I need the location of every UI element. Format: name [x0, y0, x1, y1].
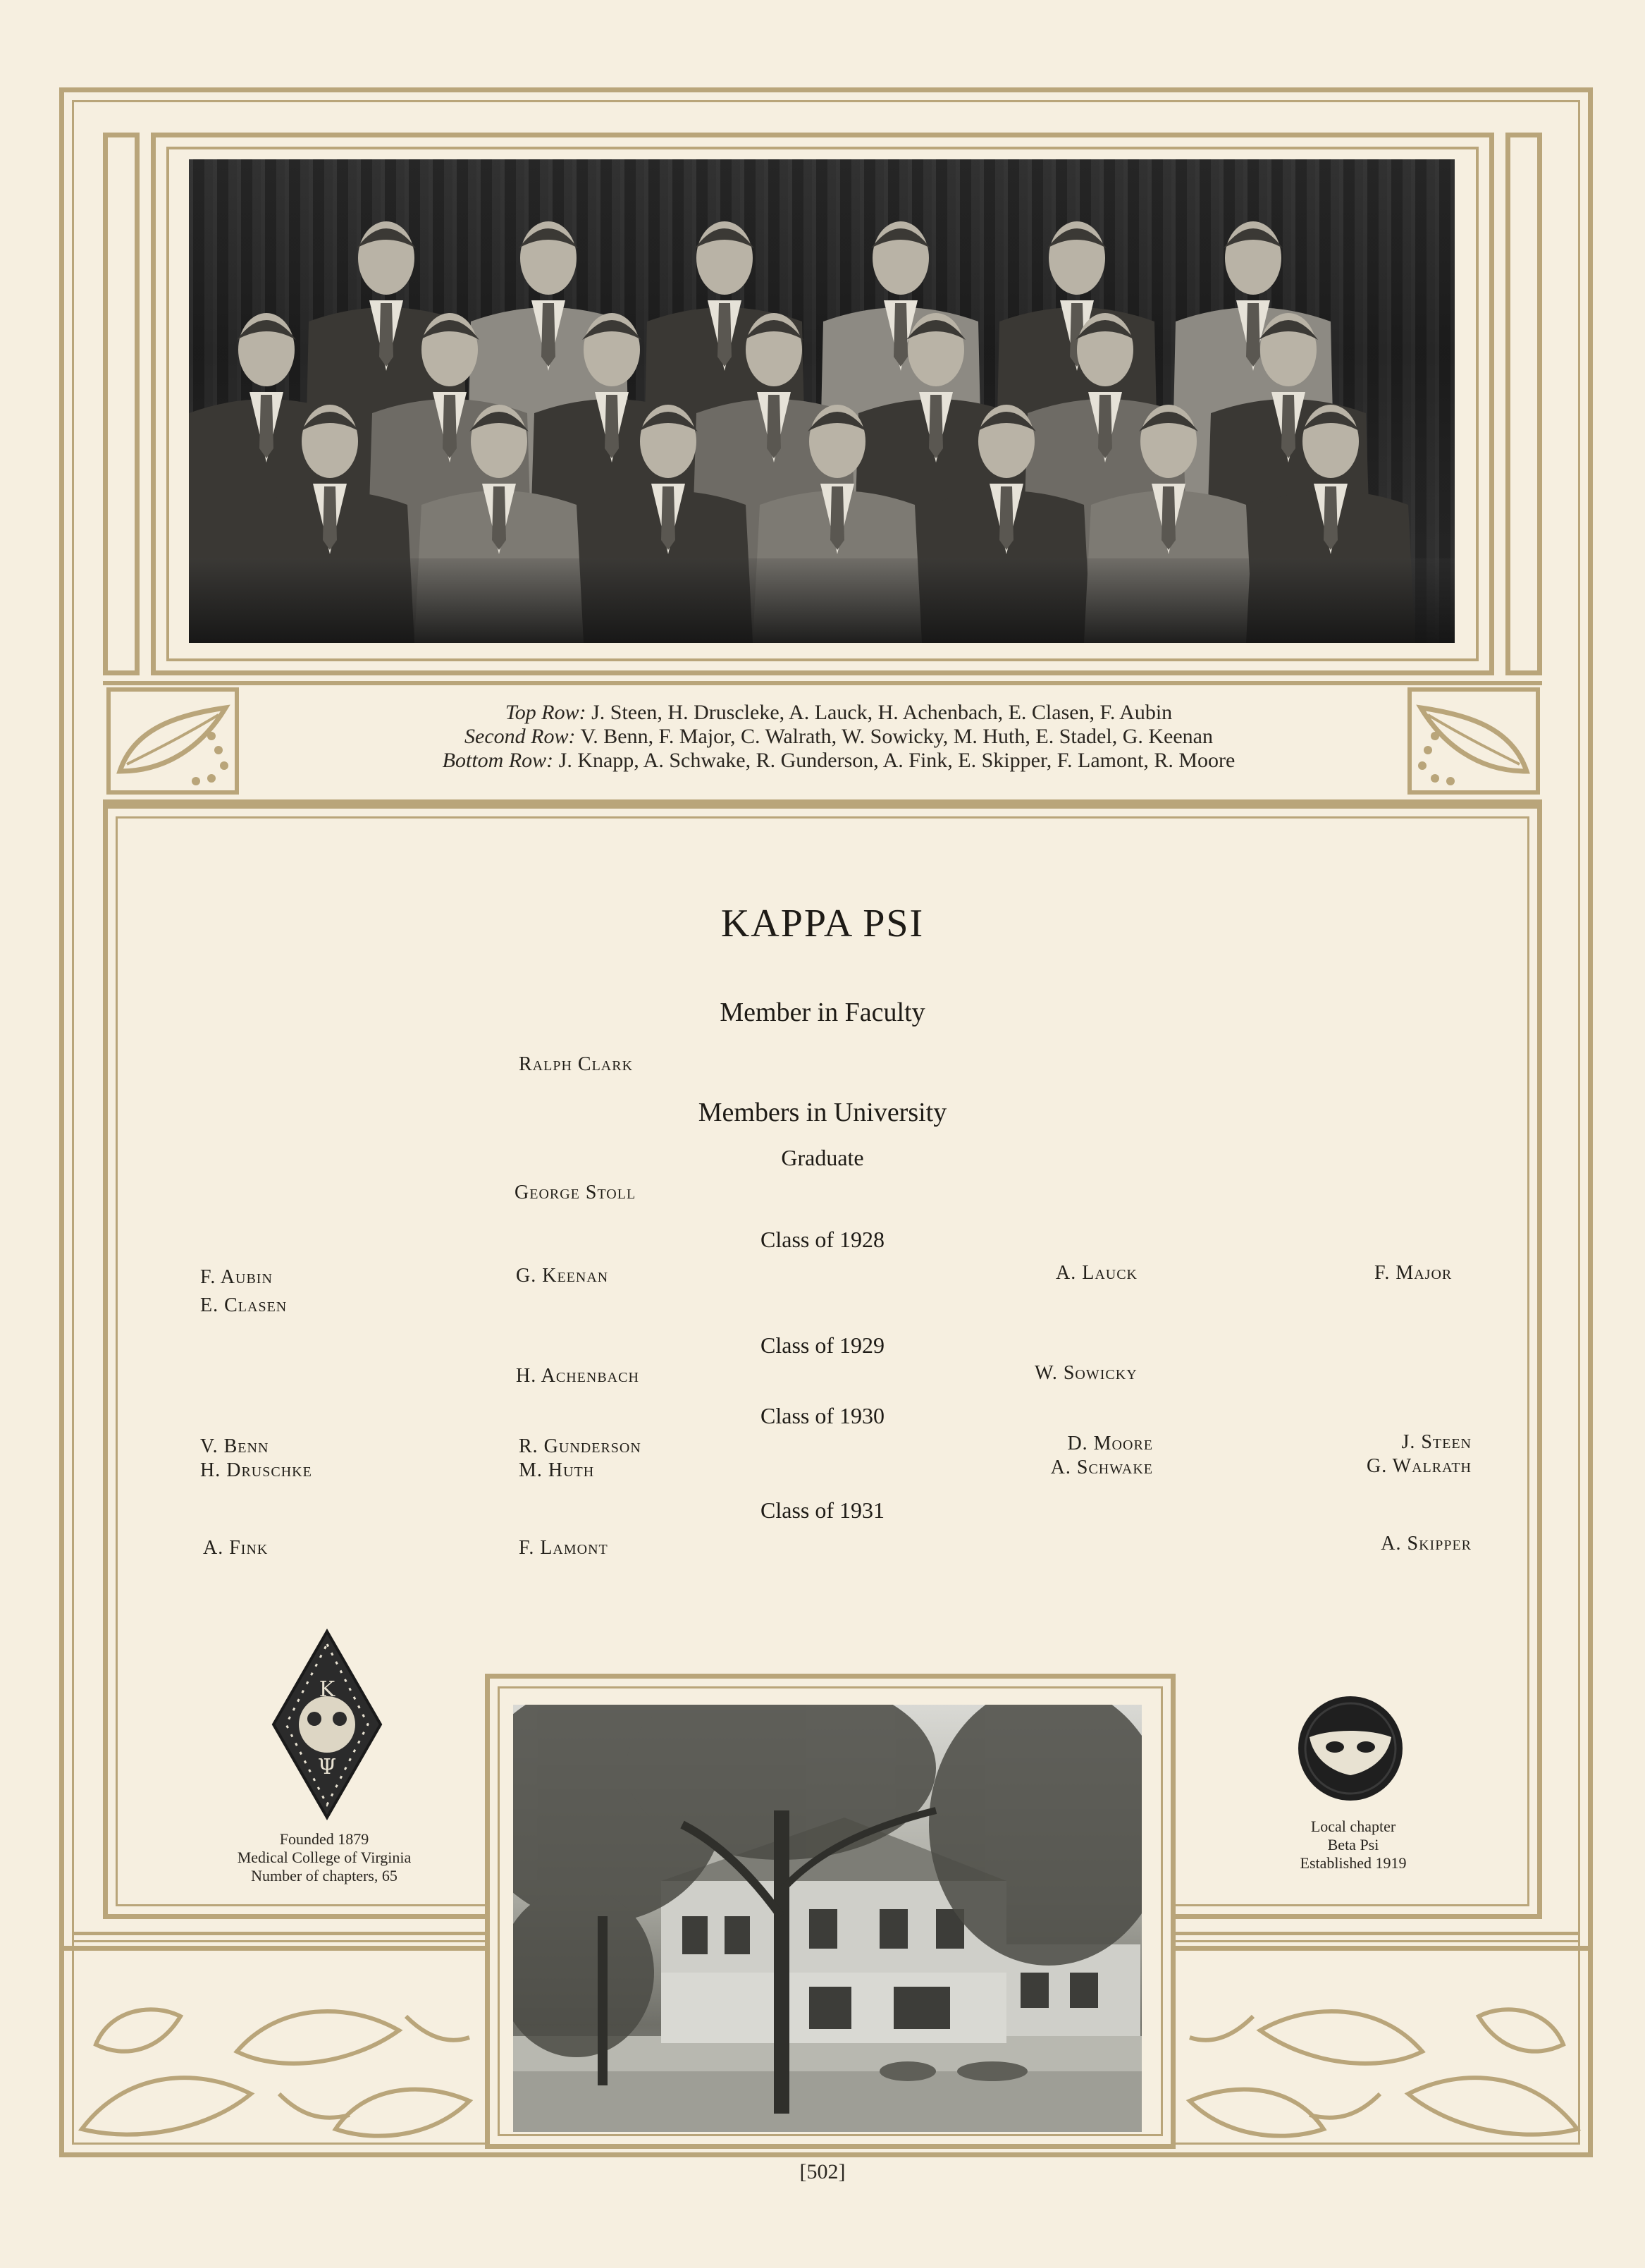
- caption-bottom-row: [254, 749, 1424, 773]
- photo-caption: [254, 701, 1424, 773]
- leaf-ornament-right: [1407, 687, 1541, 795]
- caption-second-row: [254, 725, 1424, 749]
- founded-year: Founded 1879: [279, 1830, 369, 1848]
- caption-top-rule: [103, 681, 1542, 685]
- local-chapter-label: Local chapter: [1310, 1818, 1396, 1835]
- member-a-schwake: A. Schwake: [1050, 1457, 1153, 1478]
- national-badge-text: [183, 1830, 465, 1885]
- member-a-lauck: A. Lauck: [1056, 1262, 1138, 1284]
- local-badge-text: [1212, 1818, 1494, 1872]
- member-f-major: F. Major: [1374, 1262, 1453, 1284]
- leaf-panel-left: [68, 1988, 479, 2152]
- faculty-member: Ralph Clark: [519, 1053, 634, 1075]
- member-e-clasen: E. Clasen: [200, 1294, 288, 1316]
- member-r-gunderson: R. Gunderson: [519, 1435, 641, 1457]
- founding-college: Medical College of Virginia: [237, 1849, 412, 1866]
- svg-text:K: K: [319, 1677, 335, 1702]
- caption-bottom-names: J. Knapp, A. Schwake, R. Gunderson, A. Fink, E. Skipper, F. Lamont, R. Moore: [558, 749, 1236, 772]
- local-chapter-name: Beta Psi: [1327, 1836, 1379, 1853]
- caption-top-row: [254, 701, 1424, 725]
- chapter-house-illustration: [513, 1705, 1142, 2132]
- graduate-label: Graduate: [781, 1145, 864, 1170]
- svg-text:Ψ: Ψ: [317, 1755, 337, 1779]
- graduate-member: George Stoll: [515, 1182, 636, 1203]
- university-heading: Members in University: [698, 1098, 947, 1127]
- leaf-panel-right: [1180, 1988, 1591, 2152]
- kappa-psi-badge-icon: [271, 1629, 383, 1820]
- class-1931-label: Class of 1931: [760, 1497, 885, 1523]
- member-m-huth: M. Huth: [519, 1459, 595, 1481]
- member-h-druschke: H. Druschke: [200, 1459, 312, 1481]
- member-j-steen: J. Steen: [1401, 1431, 1472, 1453]
- caption-second-names: V. Benn, F. Major, C. Walrath, W. Sowicky, M. Huth, E. Stadel, G. Keenan: [580, 725, 1213, 748]
- member-f-aubin: F. Aubin: [200, 1266, 273, 1288]
- member-g-walrath: G. Walrath: [1366, 1455, 1472, 1477]
- chapter-house-photo: [513, 1705, 1142, 2132]
- class-1929-label: Class of 1929: [760, 1332, 885, 1358]
- member-d-moore: D. Moore: [1067, 1433, 1153, 1454]
- faculty-heading: Member in Faculty: [720, 998, 925, 1027]
- group-photo: [189, 159, 1455, 643]
- caption-top-label: Top Row:: [505, 701, 586, 724]
- left-column-frame: [103, 133, 140, 675]
- caption-bottom-label: Bottom Row:: [442, 749, 554, 772]
- right-column-frame: [1505, 133, 1542, 675]
- member-h-achenbach: H. Achenbach: [516, 1365, 639, 1387]
- photo-floor-shadow: [189, 558, 1455, 643]
- member-g-keenan: G. Keenan: [516, 1265, 609, 1287]
- class-1930-label: Class of 1930: [760, 1403, 885, 1428]
- page-number: [502]: [799, 2160, 846, 2183]
- page-title: KAPPA PSI: [720, 902, 925, 945]
- mask-emblem-icon: [1295, 1693, 1405, 1803]
- established-year: Established 1919: [1300, 1854, 1407, 1872]
- leaf-ornament-left: [106, 687, 240, 795]
- member-v-benn: V. Benn: [200, 1435, 269, 1457]
- member-a-fink: A. Fink: [203, 1537, 269, 1559]
- member-f-lamont: F. Lamont: [519, 1537, 608, 1559]
- member-w-sowicky: W. Sowicky: [1035, 1362, 1138, 1384]
- caption-second-label: Second Row:: [464, 725, 576, 748]
- class-1928-label: Class of 1928: [760, 1227, 885, 1252]
- caption-top-names: J. Steen, H. Druscleke, A. Lauck, H. Achenbach, E. Clasen, F. Aubin: [591, 701, 1173, 724]
- chapter-count: Number of chapters, 65: [251, 1867, 398, 1884]
- member-a-skipper: A. Skipper: [1381, 1533, 1472, 1555]
